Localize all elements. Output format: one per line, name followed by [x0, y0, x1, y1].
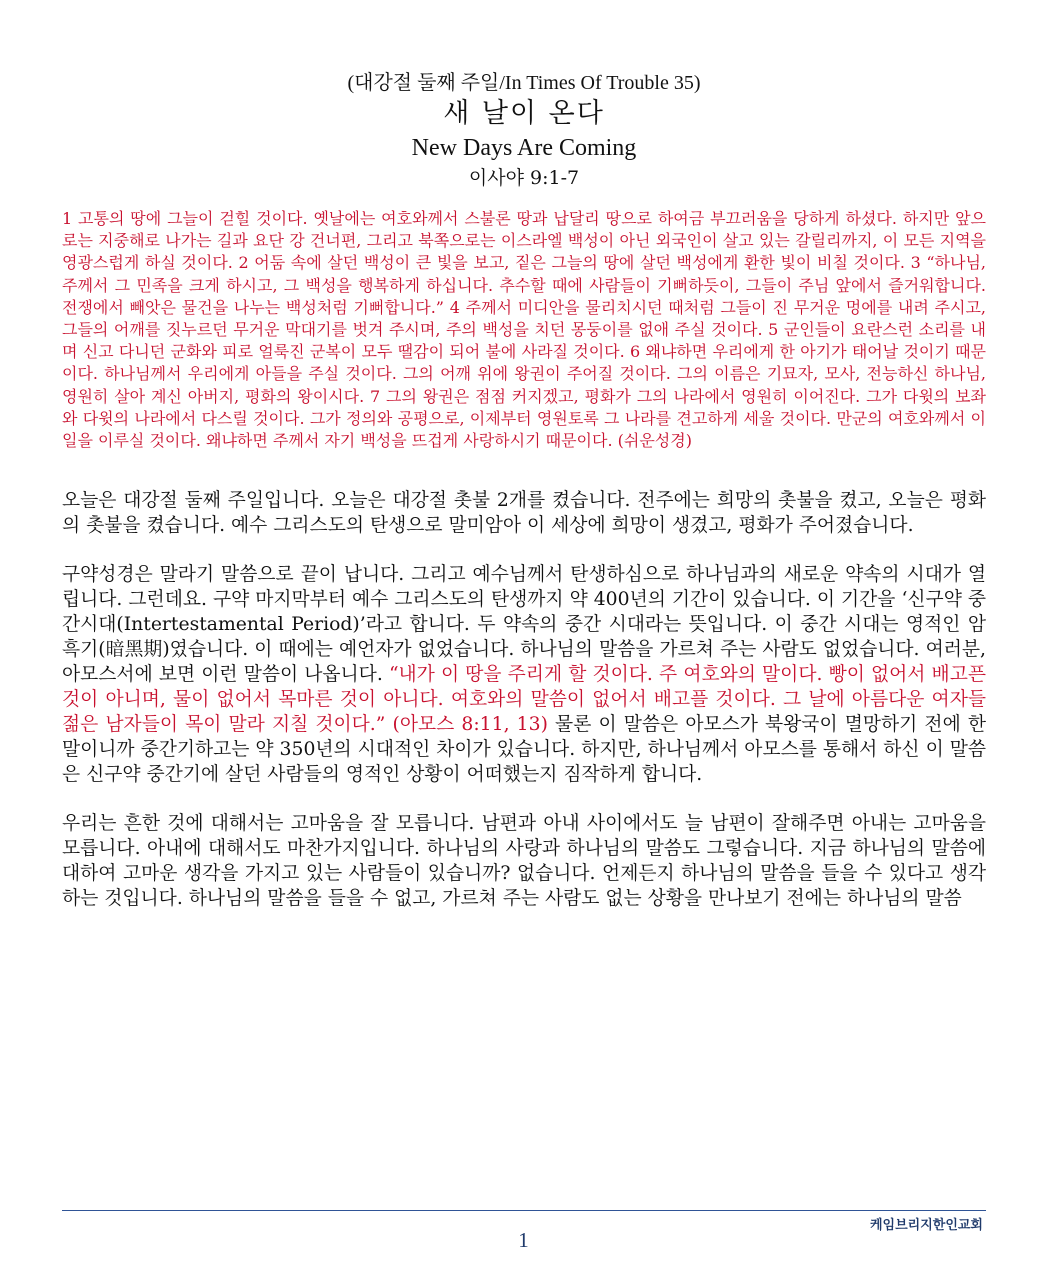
- sermon-title-korean: 새 날이 온다: [443, 98, 605, 129]
- paragraph-2-text-before: 구약성경은 말라기 말씀으로 끝이 납니다. 그리고 예수님께서 탄생하심으로 하나님과의 새로운 약속의 시대가 열립니다. 그런데요. 구약 마지막부터 예수 그리스도의 탄생까지 약 400년의 기간이 있습니다. 이 기간을 ‘신구약 중간시대(Intertestamental Period)’라고 합니다. 두 약속의 중간 시대라는 뜻입니다. 이 중간 시대는 영적인 암흑기(暗黑期)였습니다. 이 때에는 예언자가 없었습니다. 하나님의 말씀을 가르쳐 주는 사람도 없었습니다. 여러분, 아모스서에 보면 이런 말씀이 나옵니다.: [62, 564, 986, 686]
- church-name: 케임브리지한인교회: [869, 1218, 983, 1233]
- footer-divider: [62, 1210, 986, 1211]
- paragraph-1: 오늘은 대강절 둘째 주일입니다. 오늘은 대강절 촛불 2개를 켰습니다. 전주에는 희망의 촛불을 켰고, 오늘은 평화의 촛불을 켰습니다. 예수 그리스도의 탄생으로 말미암아 이 세상에 희망이 생겼고, 평화가 주어졌습니다.: [62, 490, 986, 537]
- sermon-page: [62, 70, 986, 935]
- sermon-title-english: New Days Are Coming: [411, 135, 637, 161]
- paragraph-2-text-after: 물론 이 말씀은 아모스가 북왕국이 멸망하기 전에 한 말이니까 중간기하고는 약 350년의 시대적인 차이가 있습니다. 하지만, 하나님께서 아모스를 통해서 하신 이 말씀은 신구약 중간기에 살던 사람들의 영적인 상황이 어떠했는지 짐작하게 합니다.: [62, 714, 986, 786]
- paragraph-3: 우리는 흔한 것에 대해서는 고마움을 잘 모릅니다. 남편과 아내 사이에서도 늘 남편이 잘해주면 아내는 고마움을 모릅니다. 아내에 대해서도 마찬가지입니다. 하나님의 사랑과 하나님의 말씀도 그렇습니다. 지금 하나님의 말씀에 대하여 고마운 생각을 가지고 있는 사람들이 있습니까? 없습니다. 언제든지 하나님의 말씀을 들을 수 있다고 생각하는 것입니다. 하나님의 말씀을 들을 수 없고, 가르쳐 주는 사람도 없는 상황을 만나보기 전에는 하나님의 말씀: [62, 813, 986, 910]
- page-number: 1: [518, 1228, 529, 1252]
- scripture-passage: 1 고통의 땅에 그늘이 걷힐 것이다. 옛날에는 여호와께서 스불론 땅과 납달리 땅으로 하여금 부끄러움을 당하게 하셨다. 하지만 앞으로는 지중해로 나가는 길과 요단 강 건너편, 그리고 북쪽으로는 이스라엘 백성이 아닌 외국인이 살고 있는 갈릴리까지, 이 모든 지역을 영광스럽게 하실 것이다. 2 어둠 속에 살던 백성이 큰 빛을 보고, 짙은 그늘의 땅에 살던 백성에게 환한 빛이 비칠 것이다. 3 “하나님, 주께서 그 민족을 크게 하시고, 그 백성을 행복하게 하십니다. 추수할 때에 사람들이 기뻐하듯이, 그들이 주님 앞에서 즐거워합니다. 전쟁에서 빼앗은 물건을 나누는 백성처럼 기뻐합니다.” 4 주께서 미디안을 물리치시던 때처럼 그들이 진 무거운 멍에를 내려 주시고, 그들의 어깨를 짓누르던 무거운 막대기를 벗겨 주시며, 주의 백성을 치던 몽둥이를 없애 주실 것이다. 5 군인들이 요란스런 소리를 내며 신고 다니던 군화와 피로 얼룩진 군복이 모두 땔감이 되어 불에 사라질 것이다. 6 왜냐하면 우리에게 한 아기가 태어날 것이기 때문이다. 하나님께서 우리에게 아들을 주실 것이다. 그의 어깨 위에 왕권이 주어질 것이다. 그의 이름은 기묘자, 모사, 전능하신 하나님, 영원히 살아 계신 아버지, 평화의 왕이시다. 7 그의 왕권은 점점 커지겠고, 평화가 그의 나라에서 영원히 이어진다. 그가 다윗의 보좌와 다윗의 나라에서 다스릴 것이다. 그가 정의와 공평으로, 이제부터 영원토록 그 나라를 견고하게 세울 것이다. 만군의 여호와께서 이 일을 이루실 것이다. 왜냐하면 주께서 자기 백성을 뜨겁게 사랑하시기 때문이다. (쉬운성경): [62, 209, 986, 451]
- amos-quote: “내가 이 땅을 주리게 할 것이다. 주 여호와의 말이다. 빵이 없어서 배고픈 것이 아니며, 물이 없어서 목마른 것이 아니다. 여호와의 말씀이 없어서 배고플 것이다. 그 날에 아름다운 여자들 젊은 남자들이 목이 말라 지칠 것이다.” (아모스 8:11, 13): [62, 664, 986, 736]
- sermon-subtitle: (대강절 둘째 주일/In Times Of Trouble 35): [347, 72, 701, 94]
- paragraph-2: [62, 562, 986, 787]
- scripture-reference: 이사야 9:1-7: [468, 167, 580, 189]
